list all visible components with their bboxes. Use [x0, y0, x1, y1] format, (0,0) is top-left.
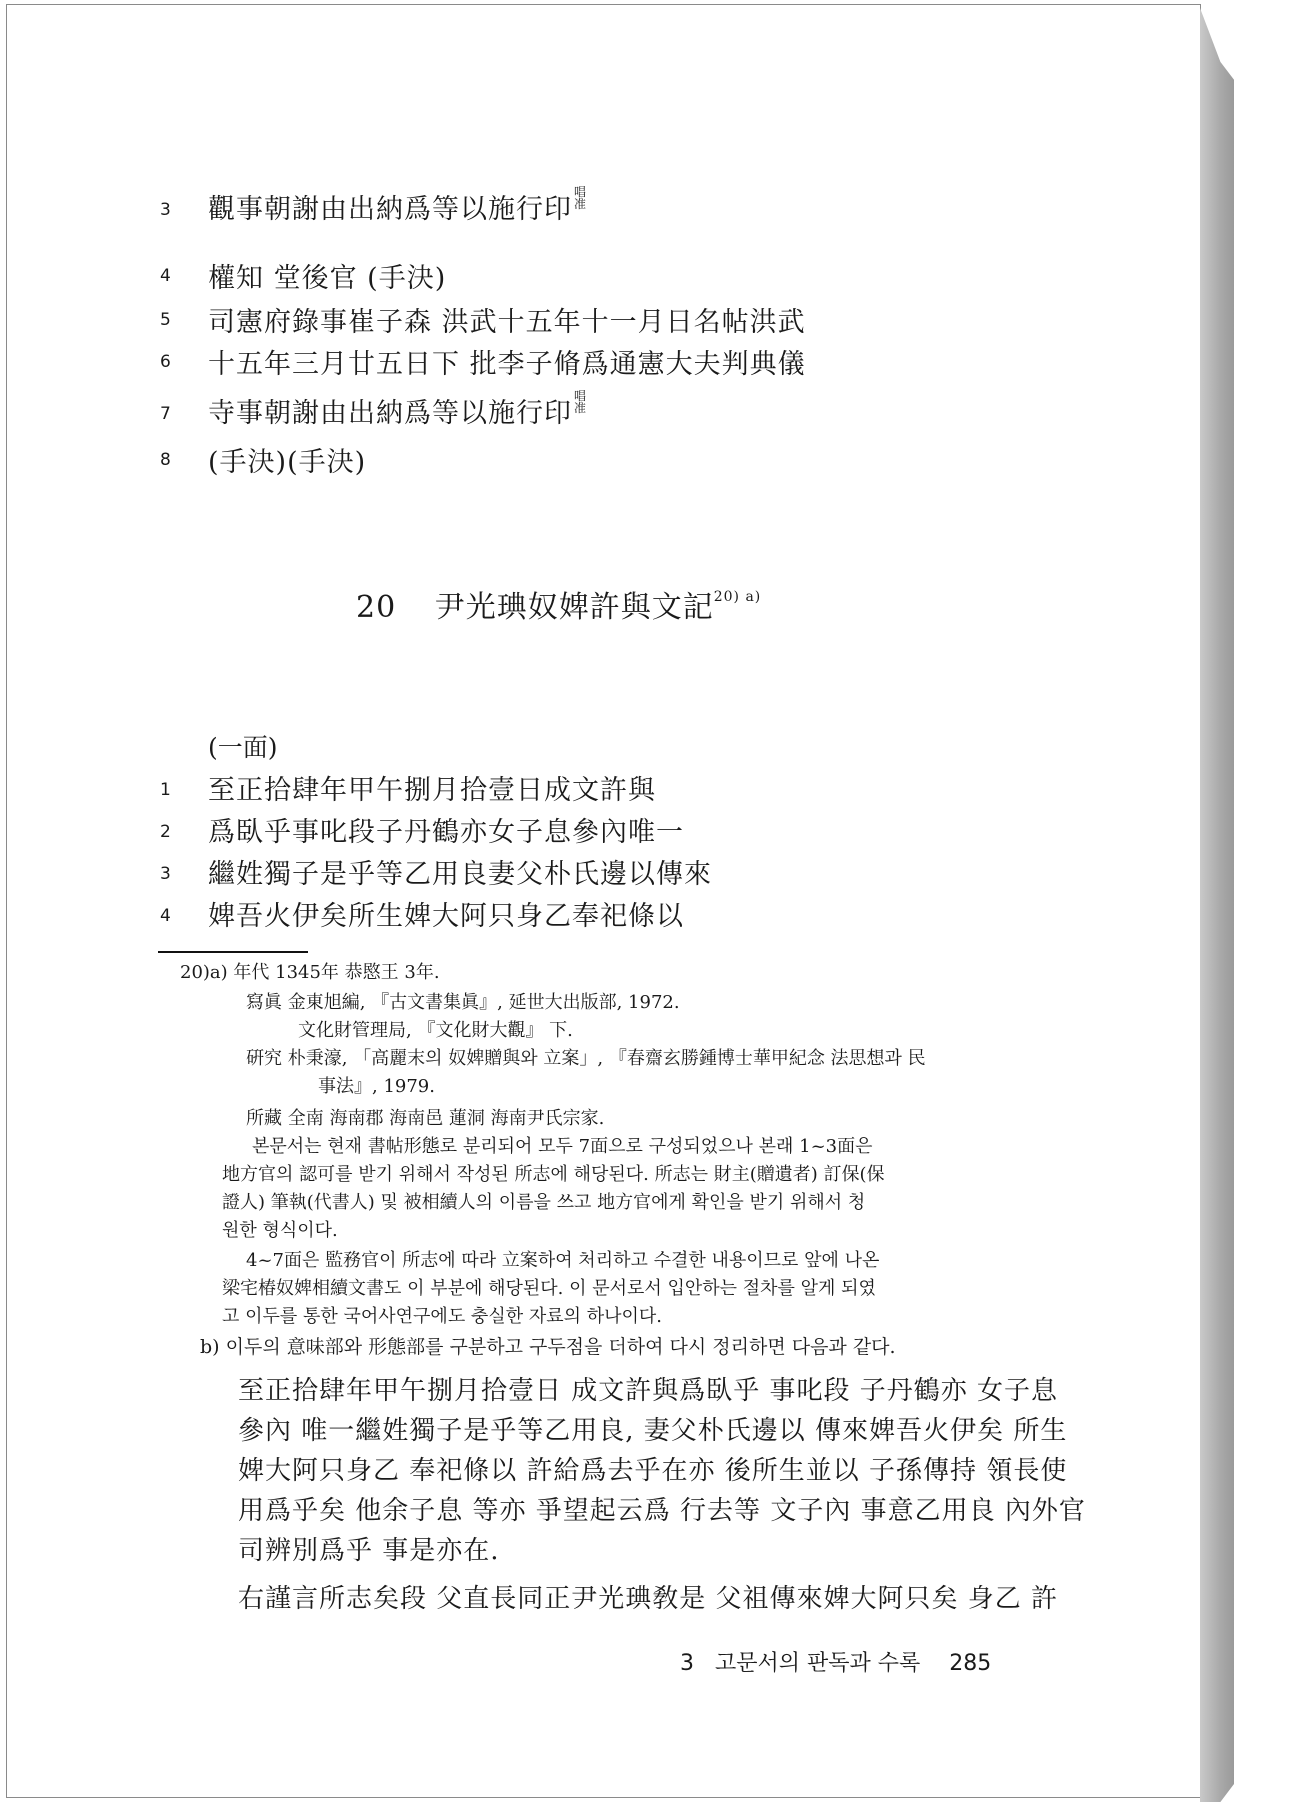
line-number: 5 — [160, 310, 171, 330]
transcription-line — [160, 440, 366, 479]
footnote-b-line: 司辨別爲乎 事是亦在. — [238, 1536, 500, 1566]
footnote-b-line: 用爲乎矣 他余子息 等亦 爭望起云爲 行去等 文子內 事意乙用良 內外官 — [238, 1496, 1086, 1526]
footnote-b-line: 右謹言所志矣段 父直長同正尹光琠敎是 父祖傳來婢大阿只矣 身乙 許 — [238, 1584, 1059, 1614]
footnote-line: 원한 형식이다. — [222, 1220, 338, 1241]
running-footer — [680, 1646, 991, 1677]
footnote-line: 文化財管理局, 『文化財大觀』 下. — [298, 1020, 573, 1041]
transcription-line — [160, 390, 588, 430]
section-heading — [356, 582, 761, 626]
line-number: 4 — [160, 266, 171, 286]
footnote-line: 梁宅椿奴婢相續文書도 이 부분에 해당된다. 이 문서로서 입안하는 절차를 알게 되였 — [222, 1278, 876, 1299]
line-number: 4 — [160, 906, 171, 926]
footnote-line: 본문서는 현재 書帖形態로 분리되어 모두 7面으로 구성되었으나 본래 1~3面은 — [252, 1136, 873, 1157]
line-number: 2 — [160, 822, 171, 842]
transcription-line — [160, 186, 588, 226]
footnote-line: 地方官의 認可를 받기 위해서 작성된 所志에 해당된다. 所志는 財主(贈遺者) 訂保(保 — [222, 1164, 885, 1185]
transcription-line — [160, 852, 712, 891]
footnote-rule — [158, 951, 308, 953]
footnote-ref: 20) a) — [713, 589, 762, 605]
line-text: 十五年三月廿五日下 批李子脩爲通憲大夫判典儀 — [208, 349, 806, 380]
chapter-title: 고문서의 판독과 수록 — [715, 1651, 921, 1676]
footnote-b-intro: b) 이두의 意味部와 形態部를 구분하고 구두점을 더하여 다시 정리하면 다음과 같다. — [200, 1336, 896, 1358]
annotation-stack: 唱 准 — [573, 389, 586, 415]
footnote-line: 硏究 朴秉濠, 「高麗末의 奴婢贈與와 立案」, 『春齋玄勝鍾博士華甲紀念 法思想과 民 — [246, 1048, 926, 1069]
footnote-line: 所藏 全南 海南郡 海南邑 蓮洞 海南尹氏宗家. — [246, 1108, 605, 1129]
line-text: 繼姓獨子是乎等乙用良妻父朴氏邊以傳來 — [208, 859, 712, 890]
line-number: 7 — [160, 404, 171, 424]
line-text: 寺事朝謝由出納爲等以施行印 — [208, 398, 572, 429]
line-text: 觀事朝謝由出納爲等以施行印 — [208, 194, 572, 225]
transcription-line — [160, 256, 446, 295]
transcription-line — [160, 894, 684, 933]
footnote-b-line: 婢大阿只身乙 奉祀條以 許給爲去乎在亦 後所生並以 子孫傳持 領長使 — [238, 1456, 1068, 1486]
line-number: 1 — [160, 780, 171, 800]
footnote-line: 4~7面은 監務官이 所志에 따라 立案하여 처리하고 수결한 내용이므로 앞에 나온 — [246, 1250, 880, 1271]
line-text: 至正拾肆年甲午捌月拾壹日成文許與 — [208, 775, 656, 806]
footnote-line: 고 이두를 통한 국어사연구에도 충실한 자료의 하나이다. — [222, 1306, 662, 1327]
line-text: 婢吾火伊矣所生婢大阿只身乙奉祀條以 — [208, 901, 684, 932]
transcription-line — [160, 300, 806, 339]
line-text: (手決)(手決) — [208, 447, 367, 478]
transcription-line — [160, 342, 806, 381]
chapter-number: 3 — [680, 1651, 694, 1676]
line-number: 6 — [160, 352, 171, 372]
footnote-line: 20)a) 年代 1345年 恭愍王 3年. — [180, 962, 440, 983]
footnote-line: 事法』, 1979. — [318, 1076, 435, 1097]
section-title: 尹光琠奴婢許與文記 — [434, 590, 714, 625]
page-number: 285 — [949, 1651, 992, 1676]
line-text: 權知 堂後官 (手決) — [208, 263, 447, 294]
page-stack-edge — [1200, 8, 1234, 1802]
line-text: 司憲府錄事崔子森 洪武十五年十一月日名帖洪武 — [208, 307, 806, 338]
transcription-line — [160, 768, 656, 807]
line-text: 爲臥乎事叱段子丹鶴亦女子息參內唯一 — [208, 817, 684, 848]
footnote-line: 寫眞 金東旭編, 『古文書集眞』, 延世大出版部, 1972. — [246, 992, 680, 1013]
line-number: 8 — [160, 450, 171, 470]
transcription-line — [160, 810, 684, 849]
footnote-line: 證人) 筆執(代書人) 및 被相續人의 이름을 쓰고 地方官에게 확인을 받기 위해서 청 — [222, 1192, 866, 1213]
line-number: 3 — [160, 200, 171, 220]
line-number: 3 — [160, 864, 171, 884]
section-number: 20 — [356, 590, 397, 625]
footnote-b-line: 參內 唯一繼姓獨子是乎等乙用良, 妻父朴氏邊以 傳來婢吾火伊矣 所生 — [238, 1416, 1068, 1446]
face-label: (一面) — [208, 733, 278, 762]
footnote-b-line: 至正拾肆年甲午捌月拾壹日 成文許與爲臥乎 事叱段 子丹鶴亦 女子息 — [238, 1376, 1059, 1406]
annotation-stack: 唱 准 — [573, 185, 586, 211]
